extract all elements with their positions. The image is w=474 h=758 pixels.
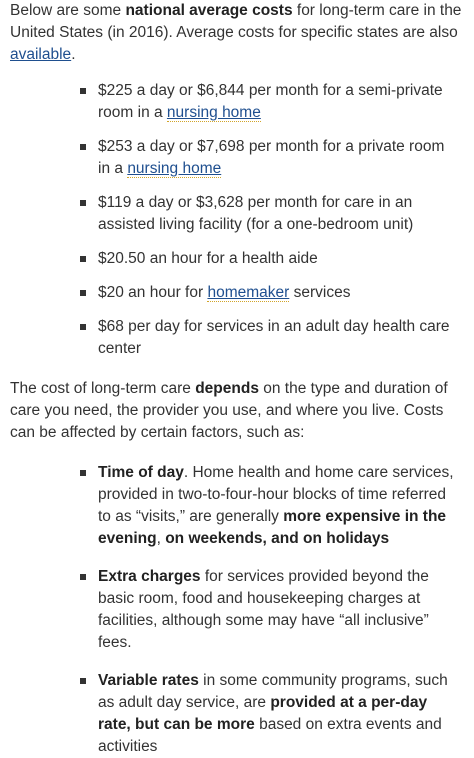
factor-text: . Home health and home care services, provided in two-to-four-hour blocks of time referred to as “visits,” are generally	[98, 464, 454, 525]
factor-title: Extra charges	[98, 568, 201, 585]
list-item	[80, 192, 460, 236]
intro-text-3: .	[71, 46, 76, 63]
cost-text: $20 an hour for	[98, 284, 208, 301]
list-item	[80, 462, 462, 550]
cost-text: $68 per day for services in an adult day health care center	[98, 318, 450, 357]
costs-list	[80, 80, 460, 360]
nursing-home-link[interactable]: nursing home	[127, 160, 222, 177]
homemaker-link[interactable]: homemaker	[207, 284, 290, 301]
factors-list	[80, 462, 462, 758]
bullet-icon	[80, 574, 86, 580]
factor-text: in some community programs, such as adult day service, are	[98, 672, 448, 711]
list-item	[80, 282, 460, 304]
list-item	[80, 316, 460, 360]
list-item	[80, 670, 462, 758]
cost-text-post: services	[289, 284, 351, 301]
depends-paragraph	[10, 378, 464, 444]
intro-bold: national average costs	[125, 2, 293, 19]
depends-text-1: The cost of long-term care	[10, 380, 196, 397]
cost-text: $253 a day or $7,698 per month for a private room in a	[98, 138, 445, 177]
bullet-icon	[80, 470, 86, 476]
factor-bold-3: on weekends, and on holidays	[165, 530, 390, 547]
list-item	[80, 80, 460, 124]
cost-text: $225 a day or $6,844 per month for a semi-private room in a	[98, 82, 443, 121]
available-link[interactable]: available	[10, 46, 72, 63]
bullet-icon	[80, 256, 86, 262]
list-item	[80, 566, 462, 654]
bullet-icon	[80, 88, 86, 94]
factor-text: for services provided beyond the basic room, food and housekeeping charges at facilities, although some may have “all inclusive” fees.	[98, 568, 429, 651]
factor-title: Variable rates	[98, 672, 199, 689]
intro-text-1: Below are some	[10, 2, 126, 19]
list-item	[80, 248, 460, 270]
bullet-icon	[80, 290, 86, 296]
cost-text: $20.50 an hour for a health aide	[98, 250, 318, 267]
intro-paragraph	[10, 0, 464, 66]
bullet-icon	[80, 324, 86, 330]
bullet-icon	[80, 200, 86, 206]
nursing-home-link[interactable]: nursing home	[166, 104, 261, 121]
depends-bold: depends	[195, 380, 259, 397]
factor-text-2: based on extra events and activities	[98, 716, 442, 755]
bullet-icon	[80, 678, 86, 684]
factor-text-2: ,	[156, 530, 166, 547]
factor-bold-2: more expensive in the evening	[98, 508, 447, 547]
cost-text: $119 a day or $3,628 per month for care in an assisted living facility (for a one-bedroom unit)	[98, 194, 414, 233]
list-item	[80, 136, 460, 180]
depends-text-2: on the type and duration of care you need, the provider you use, and where you live. Costs can be affected by certain factors, such as:	[10, 380, 448, 441]
bullet-icon	[80, 144, 86, 150]
intro-text-2: for long-term care in the United States (in 2016). Average costs for specific states are also	[10, 2, 462, 41]
factor-bold-2: provided at a per-day rate, but can be more	[98, 694, 428, 733]
factor-title: Time of day	[98, 464, 184, 481]
